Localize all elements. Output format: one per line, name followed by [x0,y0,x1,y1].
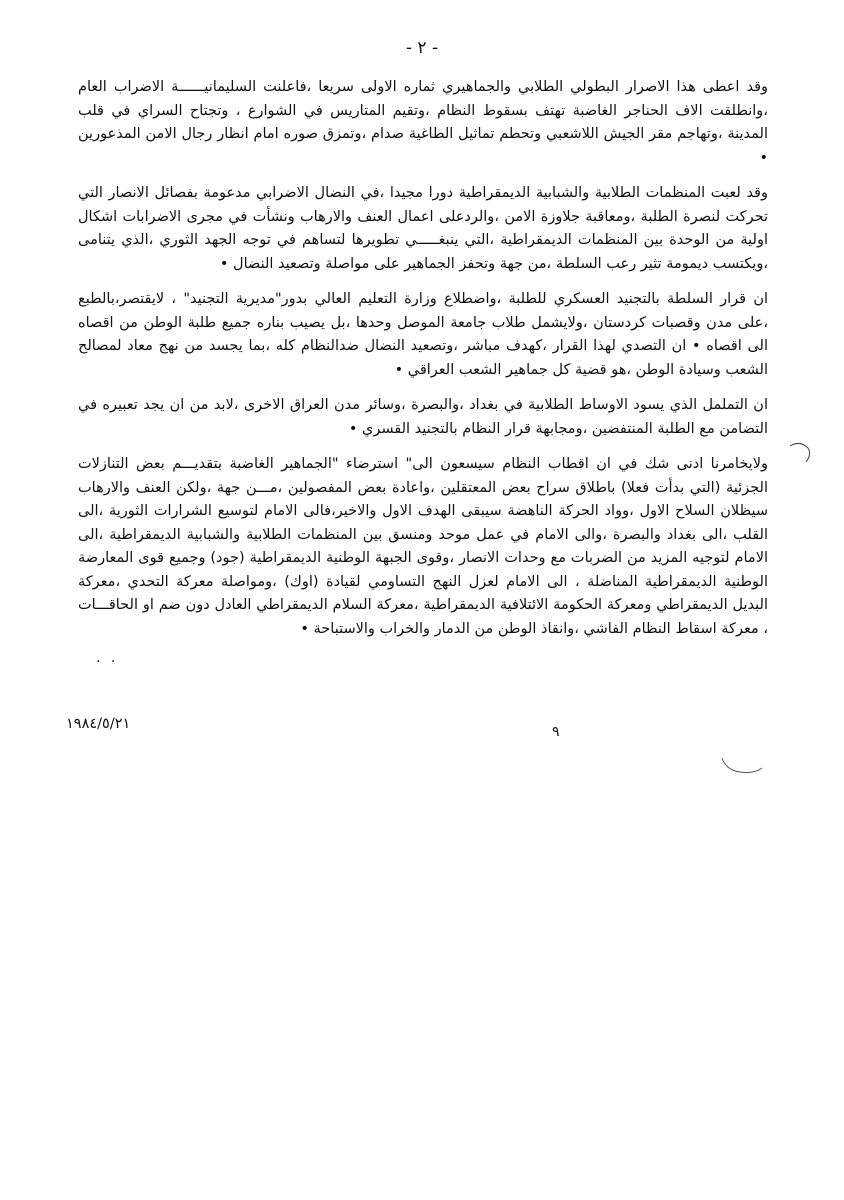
margin-scribble [718,752,778,782]
trailing-dots: . . [96,650,119,666]
paragraph-5: ولايخامرنا ادنى شك في ان اقطاب النظام سيسعون الى" استرضاء "الجماهير الغاضبة بتقديـــم بعض التنازلات الجزئية (التي بدأت فعلا) باطلاق سراح بعض المعتقلين ،واعادة بعض المفصولين ،مـــن جهة ،ولكن العنف والارهاب سيظلان السلاح الاول ،وواد الحركة الناهضة سيبقى الهدف الاول والاخير،فالى الامام لتوسيع الشرارات الثورية ،الى القلب ،الى بغداد والبصرة ،والى الامام في عمل موحد ومنسق بين المنظمات الطلابية والشبابية الديمقراطية ،الى الامام لتوجيه المزيد من الضربات مع وحدات الانصار ،وقوى الجبهة الوطنية الديمقراطية (جود) وجميع قوى المعارضة الوطنية الديمقراطية المناضلة ، الى الامام لعزل النهج التساومي لقيادة (اوك) ،ومواصلة معركة التحدي ،معركة البديل الديمقراطي ومعركة الحكومة الائتلافية الديمقراطية ،معركة السلام الديمقراطي العادل دون ضم او الحاقـــات ، معركة اسقاط النظام الفاشي ،وانقاذ الوطن من الدمار والخراب والاستباحة • [78,456,768,637]
page-number: - ٢ - [405,38,439,58]
paragraph-2: وقد لعبت المنظمات الطلابية والشبابية الديمقراطية دورا مجيدا ،في النضال الاضرابي مدعومة بفصائل الانصار التي تحركت لنصرة الطلبة ،ومعاقبة جلاوزة الامن ،والردعلى اعمال العنف والارهاب ونشأت في مجرى الاضرابات اشكال اولية من الوحدة بين المنظمات الديمقراطية ،التي ينبغـــــي تطويرها لتساهم في توجه الجهد الثوري ،الذي يتنامى ،ويكتسب ديمومة تثير رعب السلطة ،من جهة وتحفز الجماهير على مواصلة وتصعيد النضال • [78,185,768,272]
document-date: ١٩٨٤/٥/٢١ [66,716,131,732]
paragraph-4: ان التململ الذي يسود الاوساط الطلابية في بغداد ،والبصرة ،وسائر مدن العراق الاخرى ،لابد من ان يجد تعبيره في التضامن مع الطلبة المنتفضين ،ومجابهة قرار النظام بالتجنيد القسري • [78,397,768,437]
margin-tick-mark [786,438,816,478]
paragraph-3: ان قرار السلطة بالتجنيد العسكري للطلبة ،واضطلاع وزارة التعليم العالي بدور"مديرية التجنيد" ، لايقتصر،بالطبع ،على مدن وقصبات كردستان ،ولايشمل طلاب جامعة الموصل وحدها ،بل يصيب بناره جميع طلبة الوطن من اقصاه الى اقصاه • ان التصدي لهذا القرار ،كهدف مباشر ،وتصعيد النضال ضدالنظام كله ،بما يجسد من نهج معاد لمصالح الشعب وسيادة الوطن ،هو قضية كل جماهير الشعب العراقي • [78,291,768,378]
paragraph-1: وقد اعطى هذا الاصرار البطولي الطلابي والجماهيري ثماره الاولى سريعا ،فاعلنت السليمانيــــــة الاضراب العام ،وانطلقت الاف الحناجر الغاضبة تهتف بسقوط النظام ،وتقيم المتاريس في الشوارع ، وتجتاح السراي في قلب المدينة ،وتهاجم مقر الجيش اللاشعبي وتحطم تماثيل الطاغية صدام ،وتمزق صوره امام انظار رجال الامن المذعورين • [78,79,768,166]
end-mark: ٩ [552,724,560,740]
document-body [78,76,768,653]
